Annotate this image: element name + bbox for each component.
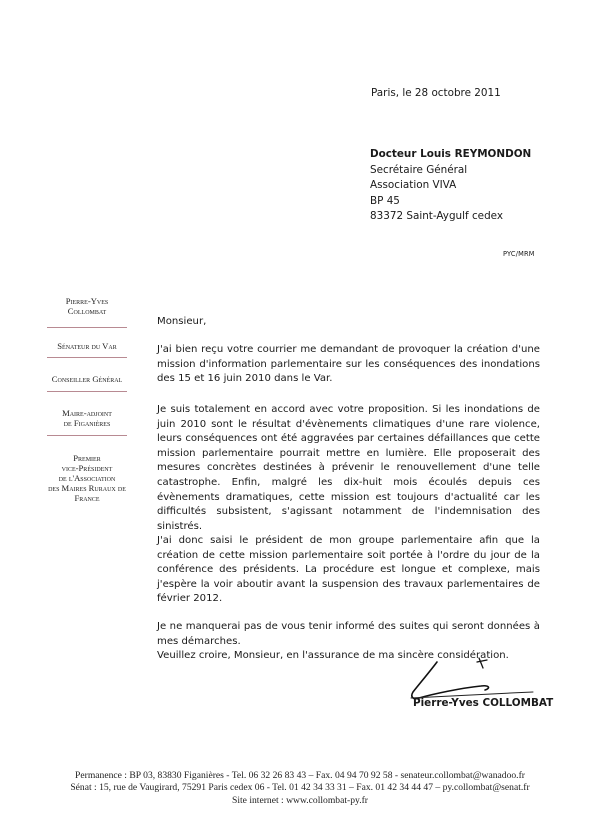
- paragraph-3: J'ai donc saisi le président de mon groupe parlementaire afin que la création de cette mission parlementaire soit portée à l'ordre du jour de la conférence des présidents. La procédure est longue et complexe, mais j'espère la voir aboutir avant la suspension des travaux parlementaires de février 2012.: [157, 535, 540, 605]
- sidebar-divider: [47, 327, 127, 328]
- recipient-organization: Association VIVA: [370, 179, 457, 191]
- recipient-title: Secrétaire Général: [370, 163, 468, 176]
- sidebar-divider: [47, 391, 127, 392]
- recipient-address: [370, 147, 531, 225]
- recipient-city: 83372 Saint-Aygulf cedex: [370, 210, 504, 222]
- closing-line-1: Je ne manquerai pas de vous tenir informé des suites qui seront données à mes démarches.: [157, 621, 540, 647]
- sidebar-divider: [47, 357, 127, 358]
- sidebar-divider: [47, 435, 127, 436]
- sidebar-role-senator: Sénateur du Var: [57, 341, 117, 351]
- sidebar-role-councillor: Conseiller Général: [51, 374, 123, 384]
- footer-line-website: Site internet : www.collombat-py.fr: [232, 794, 368, 806]
- sidebar-role-deputy-mayor-line2: de Figanières: [63, 418, 111, 428]
- sidebar-role-vp-line2: vice-Président: [61, 463, 113, 473]
- footer-contact: [30, 770, 570, 807]
- signer-name: Pierre-Yves COLLOMBAT: [413, 697, 554, 709]
- recipient-name: Docteur Louis REYMONDON: [370, 148, 532, 160]
- paragraph-1: J'ai bien reçu votre courrier me demandant de provoquer la création d'une mission d'information parlementaire sur les conséquences des inondations des 15 et 16 juin 2010 dans le Var.: [157, 344, 540, 385]
- sidebar-name-line2: Collombat: [67, 306, 107, 316]
- sidebar-role-vice-president: [44, 453, 130, 503]
- sidebar-name: [44, 296, 130, 316]
- reference-code: PYC/MRM: [503, 250, 535, 258]
- sidebar-role-vp-line4: des Maires Ruraux de: [48, 483, 126, 493]
- sidebar-role-vp-line5: France: [74, 493, 100, 503]
- sidebar-role-vp-line3: de l'Association: [58, 473, 116, 483]
- sidebar-role-vp-line1: Premier: [73, 453, 101, 463]
- sidebar-name-line1: Pierre-Yves: [65, 296, 109, 306]
- recipient-po-box: BP 45: [370, 194, 400, 207]
- letter-date: Paris, le 28 octobre 2011: [371, 87, 501, 99]
- salutation: Monsieur,: [157, 316, 207, 327]
- sidebar-role-deputy-mayor: [44, 408, 130, 428]
- paragraph-2: Je suis totalement en accord avec votre proposition. Si les inondations de juin 2010 sont le résultat d'évènements climatiques d'une rare violence, leurs conséquences ont été aggravées par certaines défaillances que cette mission parlementaire pourrait mettre en lumière. Elle proposerait des mesures concrètes destinées à prévenir le renouvellement d'une telle catastrophe. Enfin, malgré les dix-huit mois écoulés depuis ces évènements dramatiques, cette mission est toujours d'actualité car les difficultés subsistent, s'agissant notamment de l'indemnisation des sinistrés.: [157, 404, 540, 532]
- sidebar-role-deputy-mayor-line1: Maire-adjoint: [62, 408, 112, 418]
- footer-line-permanence: Permanence : BP 03, 83830 Figanières - Tel. 06 32 26 83 43 – Fax. 04 94 70 92 58 - senateur.collombat@wanadoo.fr: [75, 770, 525, 781]
- footer-line-senat: Sénat : 15, rue de Vaugirard, 75291 Paris cedex 06 - Tel. 01 42 34 33 31 – Fax. 01 42 34 44 47 – py.collombat@senat.fr: [70, 782, 530, 794]
- closing-line-2: Veuillez croire, Monsieur, en l'assurance de ma sincère considération.: [157, 650, 509, 662]
